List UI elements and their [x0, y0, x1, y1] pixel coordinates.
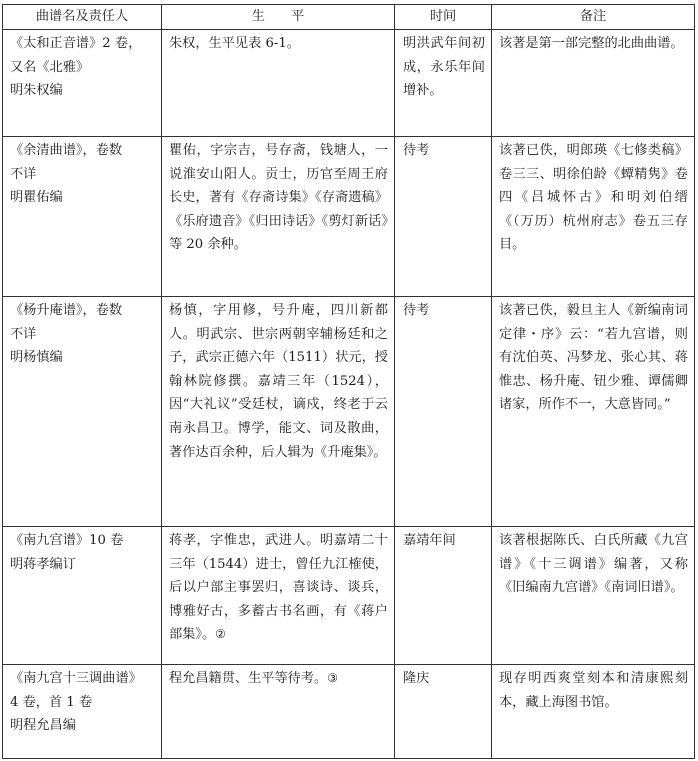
cell-time: 嘉靖年间: [395, 527, 492, 665]
header-time: 时间: [395, 5, 492, 30]
biography-text: 程允昌籍贯、生平等待考。: [169, 671, 328, 686]
cell-time: 待考: [395, 137, 492, 297]
cell-time: 待考: [395, 297, 492, 527]
table-row: [3, 137, 695, 297]
name-line: 又名《北雅》: [10, 59, 90, 75]
cell-name: [3, 527, 162, 665]
name-line: 明朱权编: [10, 83, 63, 99]
table-row: [3, 297, 695, 527]
name-line: 明杨慎编: [10, 350, 63, 366]
biography-text: 朱权，生平见表 6-1。: [169, 36, 300, 51]
cell-time: 隆庆: [395, 665, 492, 759]
header-name: 曲谱名及责任人: [3, 5, 162, 30]
footnote-marker: ③: [327, 671, 339, 685]
cell-biography: [162, 297, 395, 527]
cell-note: 该著是第一部完整的北曲曲谱。: [492, 30, 695, 137]
name-line: 明蒋孝编订: [10, 556, 76, 572]
table-row: [3, 665, 695, 759]
cell-biography: [162, 665, 395, 759]
cell-biography: [162, 137, 395, 297]
name-line: 不详: [10, 326, 37, 342]
cell-biography: [162, 527, 395, 665]
name-line: 4 卷，首 1 卷: [10, 694, 93, 710]
cell-note: 该著已佚，明郎瑛《七修类稿》卷三三、明徐伯龄《蟫精隽》卷四《吕城怀古》和明刘伯缙《（万历）杭州府志》卷五三存目。: [492, 137, 695, 297]
footnote-marker: ②: [215, 627, 226, 642]
cell-name: [3, 137, 162, 297]
name-line: 《南九宫十三调曲谱》: [10, 671, 142, 686]
cell-biography: [162, 30, 395, 137]
cell-name: [3, 297, 162, 527]
header-biography: 生 平: [162, 5, 395, 30]
name-line: 明程允昌编: [10, 718, 76, 734]
table-row: [3, 527, 695, 665]
biography-text: 杨慎，字用修，号升庵，四川新都人。明武宗、世宗两朝宰辅杨廷和之子，武宗正德六年（1511）状元，授翰林院修撰。嘉靖三年（1524），因“大礼议”受廷杖，谪戍，终老于云南永昌卫。博学，能文、词及散曲，著作达百余种，后人辑为《升庵集》。: [169, 303, 388, 460]
name-line: 不详: [10, 166, 37, 182]
name-line: 明瞿佑编: [10, 190, 63, 206]
name-line: 《杨升庵谱》，卷数: [10, 303, 123, 318]
name-line: 《太和正音谱》2 卷，: [10, 36, 142, 51]
qupu-table: [2, 4, 695, 759]
cell-note: 该著已佚，毅旦主人《新编南词定律・序》云：“若九宫谱，则有沈伯英、冯梦龙、张心其、蒋惟忠、杨升庵、钮少雅、谭儒卿诸家，所作不一，大意皆同。”: [492, 297, 695, 527]
name-line: 《余清曲谱》，卷数: [10, 143, 123, 158]
table-header-row: [3, 5, 695, 30]
biography-text: 蒋孝，字惟忠，武进人。明嘉靖二十三年（1544）进士，曾任九江榷使，后以户部主事罢归，喜谈诗、谈兵，博雅好古，多蓄古书名画，有《蒋户部集》。: [169, 533, 388, 643]
cell-name: [3, 665, 162, 759]
header-note: 备注: [492, 5, 695, 30]
cell-note: 该著根据陈氏、白氏所藏《九宫谱》《十三调谱》编著，又称《旧编南九宫谱》《南词旧谱》。: [492, 527, 695, 665]
table-row: [3, 30, 695, 137]
name-line: 《南九宫谱》10 卷: [10, 533, 124, 548]
cell-time: 明洪武年间初成，永乐年间增补。: [395, 30, 492, 137]
cell-name: [3, 30, 162, 137]
biography-text: 瞿佑，字宗吉，号存斋，钱塘人，一说淮安山阳人。贡士，历官至周王府长史，著有《存斋诗集》《存斋遗稿》《乐府遗音》《归田诗话》《剪灯新话》等 20 余种。: [169, 143, 388, 253]
cell-note: 现存明西爽堂刻本和清康熙刻本，藏上海图书馆。: [492, 665, 695, 759]
